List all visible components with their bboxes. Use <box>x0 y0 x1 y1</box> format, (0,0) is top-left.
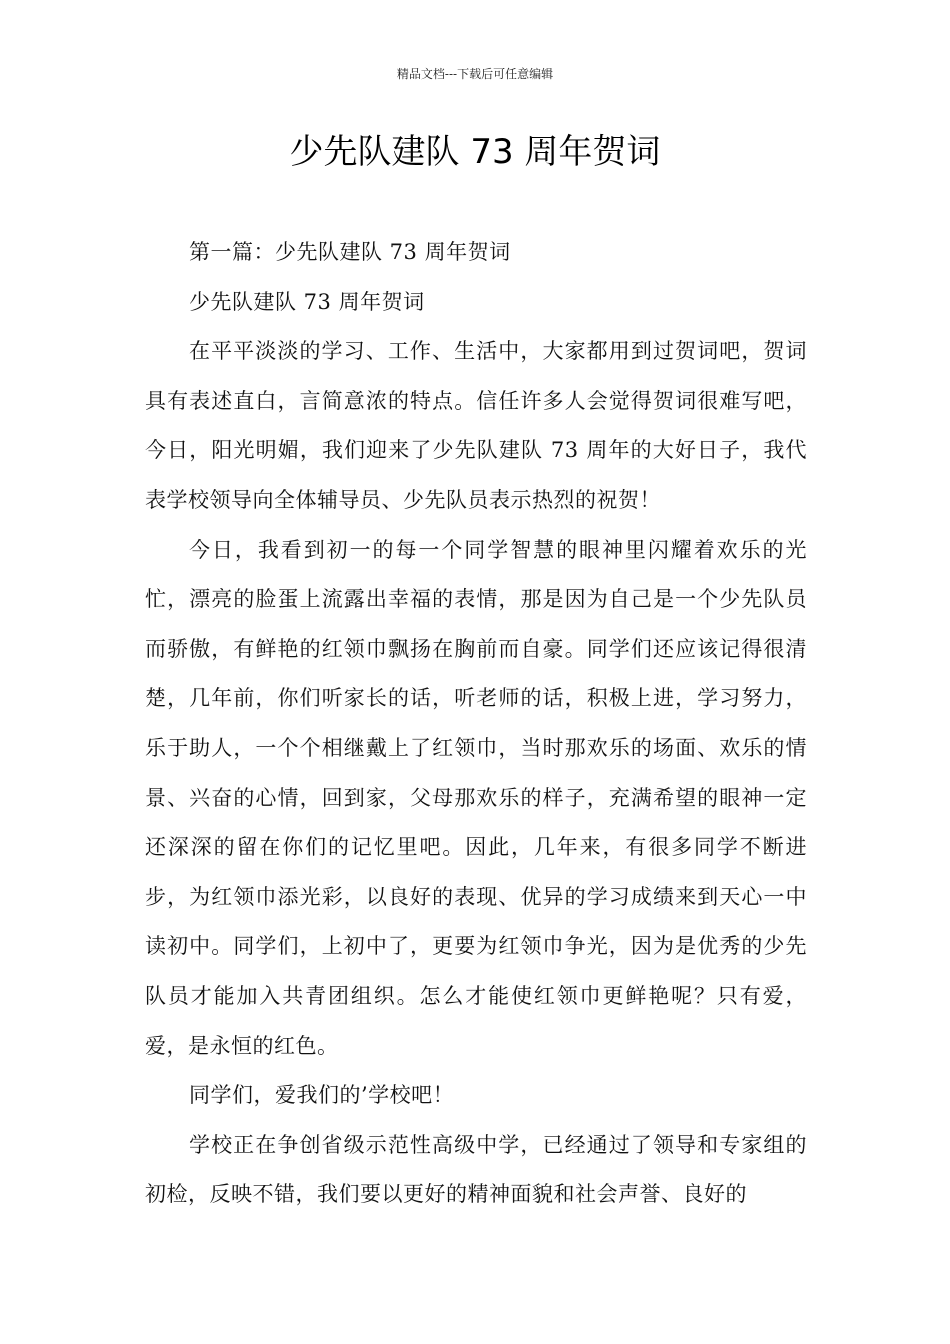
body-paragraph: 学校正在争创省级示范性高级中学，已经通过了领导和专家组的初检，反映不错，我们要以更好的精神面貌和社会声誉、良好的 <box>145 1132 807 1207</box>
body-paragraph: 今日，我看到初一的每一个同学智慧的眼神里闪耀着欢乐的光忙，漂亮的脸蛋上流露出幸福的表情，那是因为自己是一个少先队员而骄傲，有鲜艳的红领巾飘扬在胸前而自豪。同学们还应该记得很清楚，几年前，你们听家长的话，听老师的话，积极上进，学习努力，乐于助人，一个个相继戴上了红领巾，当时那欢乐的场面、欢乐的情景、兴奋的心情，回到家，父母那欢乐的样子，充满希望的眼神一定还深深的留在你们的记忆里吧。因此，几年来，有很多同学不断进步，为红领巾添光彩，以良好的表现、优异的学习成绩来到天心一中读初中。同学们，上初中了，更要为红领巾争光，因为是优秀的少先队员才能加入共青团组织。怎么才能使红领巾更鲜艳呢？只有爱，爱，是永恒的红色。 <box>145 537 807 1058</box>
subtitle-line: 少先队建队 73 周年贺词 <box>189 289 425 314</box>
document-title: 少先队建队 73 周年贺词 <box>289 132 661 172</box>
body-paragraph: 同学们，爱我们的’学校吧！ <box>189 1083 455 1108</box>
header-note: 精品文档---下载后可任意编辑 <box>396 67 554 81</box>
document-body <box>145 228 807 1220</box>
body-paragraph: 在平平淡淡的学习、工作、生活中，大家都用到过贺词吧，贺词具有表述直白，言简意浓的特点。信任许多人会觉得贺词很难写吧，今日，阳光明媚，我们迎来了少先队建队 73 周年的大好日子，我代表学校领导向全体辅导员、少先队员表示热烈的祝贺！ <box>145 339 807 512</box>
section-heading: 第一篇：少先队建队 73 周年贺词 <box>189 240 511 264</box>
